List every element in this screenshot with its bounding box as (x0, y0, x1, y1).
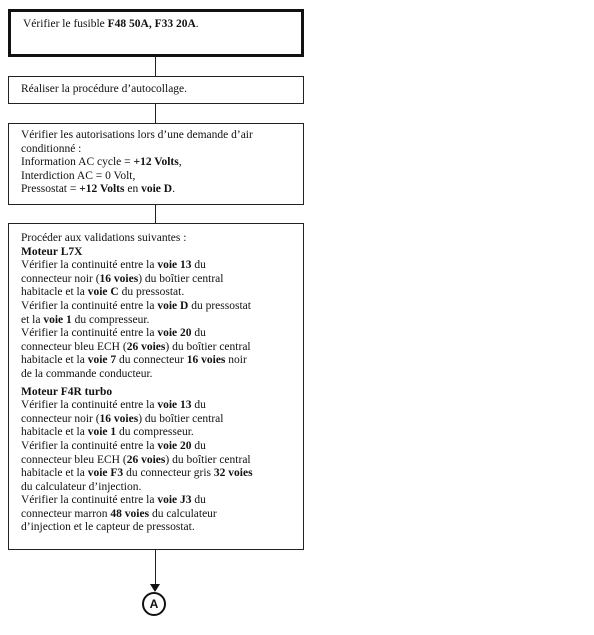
l7x-check-2: Vérifier la continuité entre la voie D du pressostat et la voie 1 du compresseur. (21, 299, 251, 326)
arrow-down-icon (150, 584, 160, 592)
step-validations (8, 223, 304, 550)
connector-line (155, 57, 156, 76)
step2-text: Réaliser la procédure d’autocollage. (21, 83, 188, 95)
connector-line (155, 205, 156, 223)
connector-line (155, 104, 156, 123)
l7x-check-3: Vérifier la continuité entre la voie 20 du connecteur bleu ECH (26 voies) du boîtier central habitacle et la voie 7 du connecteur 16 voies noir de la commande conducteur. (21, 327, 251, 380)
f4r-check-3: Vérifier la continuité entre la voie J3 du connecteur marron 48 voies du calculateur d’injection et le capteur de pressostat. (21, 494, 217, 534)
f4r-check-2: Vérifier la continuité entre la voie 20 du connecteur bleu ECH (26 voies) du boîtier central habitacle et la voie F3 du connecteur gris 32 voies du calculateur d’injection. (21, 439, 253, 493)
motor-f4r-heading: Moteur F4R turbo (21, 385, 113, 398)
step1-prefix: Vérifier le fusible (23, 18, 108, 30)
connector-circle-a: A (142, 592, 166, 616)
f4r-check-1: Vérifier la continuité entre la voie 13 du connecteur noir (16 voies) du boîtier central habitacle et la voie 1 du compresseur. (21, 399, 224, 439)
l7x-check-1: Vérifier la continuité entre la voie 13 du connecteur noir (16 voies) du boîtier central habitacle et la voie C du pressostat. (21, 259, 224, 299)
connector-line (155, 550, 156, 584)
validations-intro: Procéder aux validations suivantes : (21, 232, 187, 244)
step-autocollage (8, 76, 304, 104)
step1-fuses: F48 50A, F33 20A (107, 18, 196, 30)
step-check-fuse: Vérifier le fusible F48 50A, F33 20A. (8, 9, 304, 57)
step-check-authorizations: Vérifier les autorisations lors d’une demande d’air conditionné : Information AC cycle = +12 Volts, Interdiction AC = 0 Volt, Pressostat = +12 Volts en voie D. (8, 123, 304, 205)
motor-l7x-heading: Moteur L7X (21, 245, 83, 258)
